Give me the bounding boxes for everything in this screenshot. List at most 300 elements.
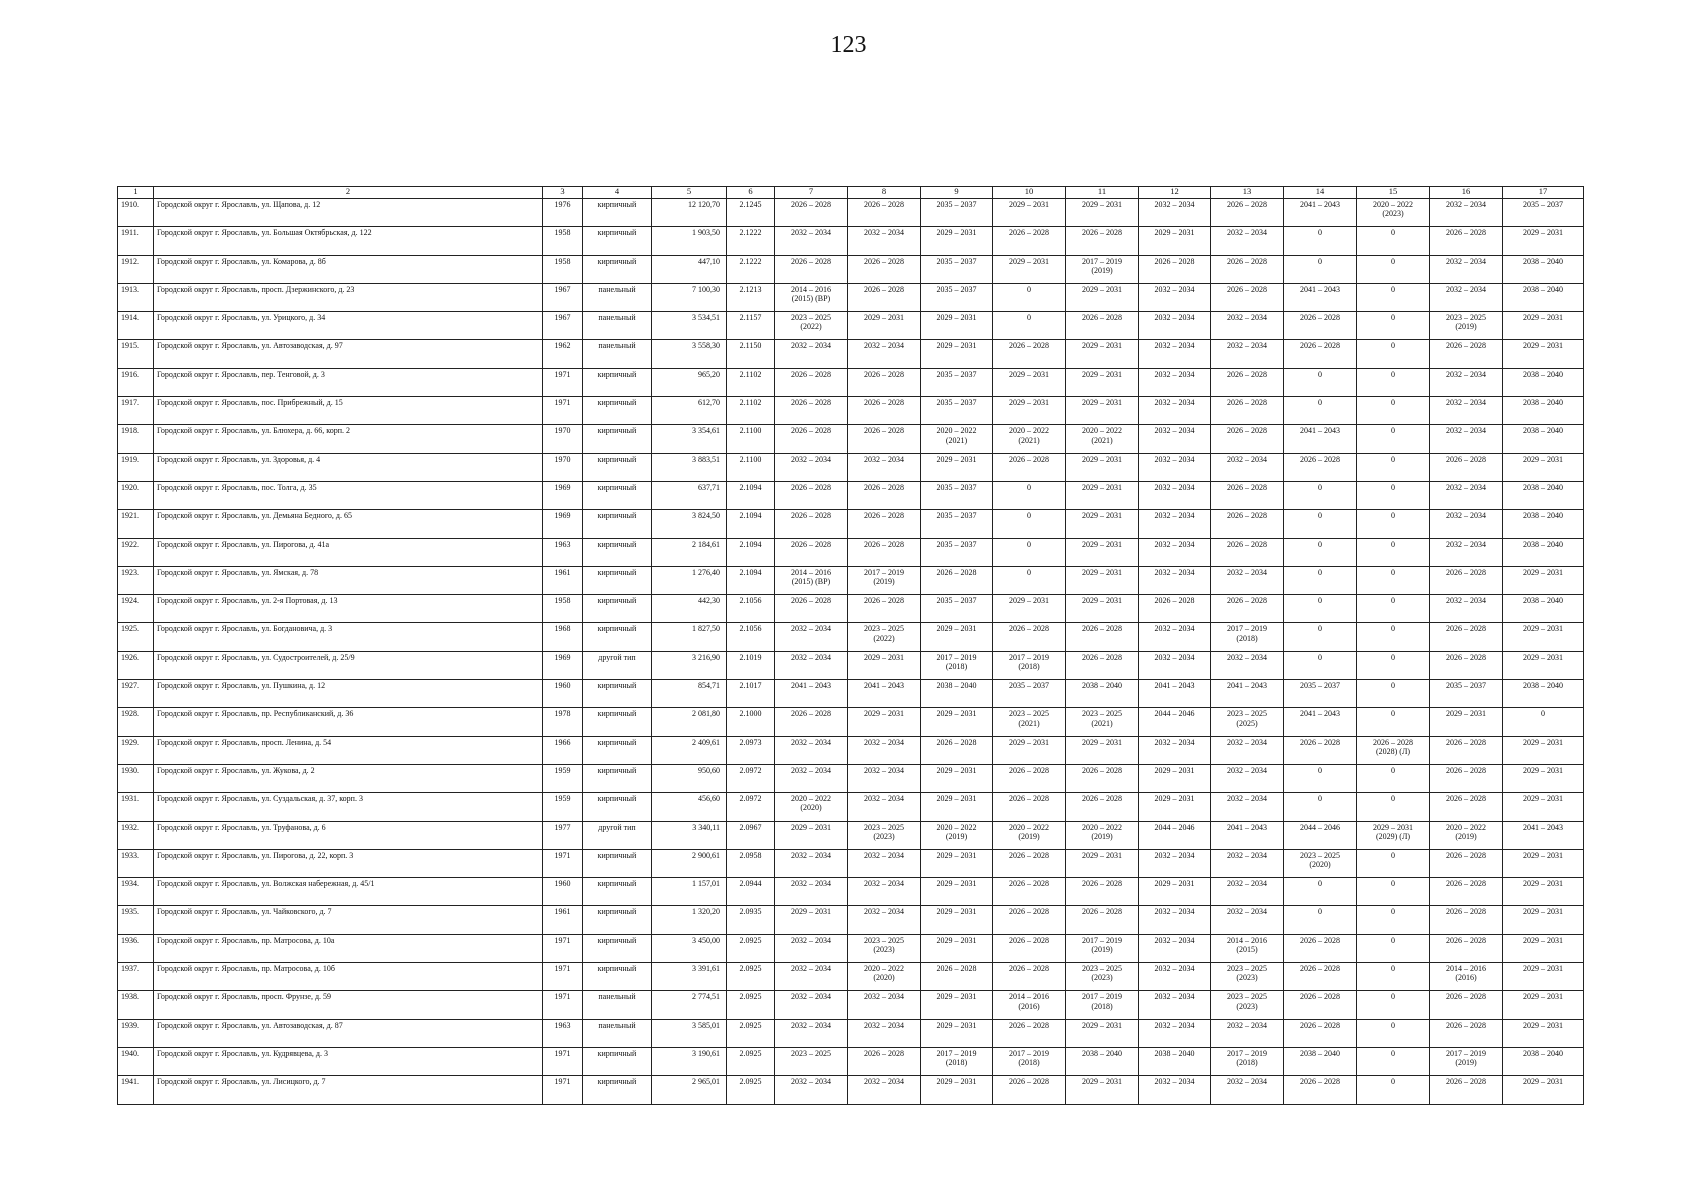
table-cell-col-6: 2.1094	[727, 538, 775, 566]
table-cell-col-3: 1962	[543, 340, 583, 368]
table-cell-col-6: 2.1094	[727, 481, 775, 509]
table-cell-col-6: 2.0967	[727, 821, 775, 849]
table-cell-col-7: 2032 – 2034	[775, 651, 848, 679]
table-cell-col-14: 2035 – 2037	[1284, 680, 1357, 708]
table-cell-col-7: 2032 – 2034	[775, 849, 848, 877]
table-cell-col-5: 442,30	[652, 595, 727, 623]
table-row	[118, 255, 1584, 283]
table-cell-col-9: 2029 – 2031	[921, 1076, 993, 1104]
table-cell-col-17: 2029 – 2031	[1503, 736, 1584, 764]
table-cell-col-11: 2029 – 2031	[1066, 397, 1139, 425]
table-cell-col-4: кирпичный	[583, 453, 652, 481]
table-cell-col-7: 2026 – 2028	[775, 397, 848, 425]
table-cell-col-3: 1978	[543, 708, 583, 736]
table-cell-col-15: 0	[1357, 510, 1430, 538]
table-cell-col-15: 0	[1357, 991, 1430, 1019]
table-cell-col-17: 2038 – 2040	[1503, 680, 1584, 708]
table-cell-col-17: 2038 – 2040	[1503, 595, 1584, 623]
table-cell-col-16: 2029 – 2031	[1430, 708, 1503, 736]
table-cell-col-17: 2029 – 2031	[1503, 312, 1584, 340]
table-cell-col-7: 2032 – 2034	[775, 963, 848, 991]
table-cell-col-5: 1 157,01	[652, 878, 727, 906]
table-cell-col-14: 2026 – 2028	[1284, 312, 1357, 340]
table-cell-col-2: Городской округ г. Ярославль, пр. Матросова, д. 10а	[154, 934, 543, 962]
table-cell-col-3: 1963	[543, 538, 583, 566]
table-cell-col-2: Городской округ г. Ярославль, ул. Волжская набережная, д. 45/1	[154, 878, 543, 906]
table-cell-col-9: 2026 – 2028	[921, 736, 993, 764]
table-cell-col-11: 2029 – 2031	[1066, 199, 1139, 227]
table-cell-col-10: 2017 – 2019 (2018)	[993, 651, 1066, 679]
table-cell-col-2: Городской округ г. Ярославль, ул. 2-я Портовая, д. 13	[154, 595, 543, 623]
table-cell-col-3: 1961	[543, 566, 583, 594]
table-cell-col-14: 0	[1284, 906, 1357, 934]
table-cell-col-13: 2026 – 2028	[1211, 481, 1284, 509]
table-cell-col-1: 1932.	[118, 821, 154, 849]
table-cell-col-7: 2023 – 2025	[775, 1047, 848, 1075]
table-cell-col-14: 0	[1284, 793, 1357, 821]
table-cell-col-12: 2032 – 2034	[1139, 283, 1211, 311]
table-cell-col-6: 2.1222	[727, 227, 775, 255]
table-cell-col-1: 1913.	[118, 283, 154, 311]
table-cell-col-6: 2.0958	[727, 849, 775, 877]
table-cell-col-17: 2038 – 2040	[1503, 425, 1584, 453]
table-row	[118, 878, 1584, 906]
table-cell-col-11: 2023 – 2025 (2023)	[1066, 963, 1139, 991]
table-cell-col-17: 2038 – 2040	[1503, 1047, 1584, 1075]
table-row	[118, 623, 1584, 651]
table-cell-col-13: 2026 – 2028	[1211, 368, 1284, 396]
table-cell-col-5: 3 391,61	[652, 963, 727, 991]
table-cell-col-8: 2026 – 2028	[848, 595, 921, 623]
table-cell-col-17: 0	[1503, 708, 1584, 736]
table-cell-col-1: 1929.	[118, 736, 154, 764]
table-cell-col-1: 1911.	[118, 227, 154, 255]
table-cell-col-1: 1922.	[118, 538, 154, 566]
table-cell-col-5: 3 558,30	[652, 340, 727, 368]
table-cell-col-14: 0	[1284, 227, 1357, 255]
column-header-10: 10	[993, 187, 1066, 199]
table-body	[118, 199, 1584, 1105]
housing-repair-schedule-table	[117, 186, 1584, 1105]
table-cell-col-13: 2032 – 2034	[1211, 651, 1284, 679]
table-cell-col-7: 2020 – 2022 (2020)	[775, 793, 848, 821]
table-cell-col-13: 2014 – 2016 (2015)	[1211, 934, 1284, 962]
table-cell-col-6: 2.1245	[727, 199, 775, 227]
table-cell-col-7: 2026 – 2028	[775, 510, 848, 538]
table-cell-col-15: 0	[1357, 849, 1430, 877]
table-cell-col-1: 1923.	[118, 566, 154, 594]
table-cell-col-15: 0	[1357, 708, 1430, 736]
table-cell-col-10: 2026 – 2028	[993, 227, 1066, 255]
table-cell-col-12: 2032 – 2034	[1139, 566, 1211, 594]
table-cell-col-16: 2032 – 2034	[1430, 368, 1503, 396]
table-cell-col-4: кирпичный	[583, 538, 652, 566]
table-cell-col-10: 2020 – 2022 (2019)	[993, 821, 1066, 849]
table-row	[118, 708, 1584, 736]
table-cell-col-1: 1927.	[118, 680, 154, 708]
table-cell-col-7: 2032 – 2034	[775, 878, 848, 906]
table-cell-col-2: Городской округ г. Ярославль, ул. Суздальская, д. 37, корп. 3	[154, 793, 543, 821]
table-cell-col-15: 0	[1357, 283, 1430, 311]
table-cell-col-3: 1971	[543, 934, 583, 962]
table-cell-col-14: 0	[1284, 878, 1357, 906]
table-cell-col-12: 2032 – 2034	[1139, 849, 1211, 877]
table-cell-col-9: 2035 – 2037	[921, 510, 993, 538]
table-cell-col-17: 2041 – 2043	[1503, 821, 1584, 849]
table-cell-col-2: Городской округ г. Ярославль, ул. Щапова, д. 12	[154, 199, 543, 227]
table-cell-col-1: 1941.	[118, 1076, 154, 1104]
table-cell-col-17: 2029 – 2031	[1503, 991, 1584, 1019]
table-cell-col-1: 1914.	[118, 312, 154, 340]
table-cell-col-12: 2032 – 2034	[1139, 199, 1211, 227]
table-cell-col-13: 2032 – 2034	[1211, 340, 1284, 368]
table-cell-col-12: 2032 – 2034	[1139, 934, 1211, 962]
table-row	[118, 312, 1584, 340]
table-cell-col-14: 0	[1284, 397, 1357, 425]
table-cell-col-6: 2.0925	[727, 1047, 775, 1075]
table-cell-col-13: 2023 – 2025 (2023)	[1211, 991, 1284, 1019]
table-cell-col-16: 2026 – 2028	[1430, 623, 1503, 651]
table-cell-col-15: 0	[1357, 255, 1430, 283]
table-cell-col-16: 2032 – 2034	[1430, 199, 1503, 227]
table-cell-col-2: Городской округ г. Ярославль, ул. Пирогова, д. 22, корп. 3	[154, 849, 543, 877]
table-cell-col-13: 2032 – 2034	[1211, 1076, 1284, 1104]
table-cell-col-5: 2 774,51	[652, 991, 727, 1019]
column-header-11: 11	[1066, 187, 1139, 199]
table-cell-col-13: 2017 – 2019 (2018)	[1211, 623, 1284, 651]
table-cell-col-2: Городской округ г. Ярославль, ул. Демьяна Бедного, д. 65	[154, 510, 543, 538]
table-row	[118, 453, 1584, 481]
table-cell-col-10: 2026 – 2028	[993, 623, 1066, 651]
table-cell-col-12: 2041 – 2043	[1139, 680, 1211, 708]
table-cell-col-6: 2.1094	[727, 566, 775, 594]
table-cell-col-6: 2.1000	[727, 708, 775, 736]
table-cell-col-2: Городской округ г. Ярославль, пос. Толга, д. 35	[154, 481, 543, 509]
table-cell-col-4: кирпичный	[583, 934, 652, 962]
table-cell-col-16: 2026 – 2028	[1430, 227, 1503, 255]
table-cell-col-1: 1935.	[118, 906, 154, 934]
table-cell-col-10: 0	[993, 481, 1066, 509]
table-cell-col-17: 2029 – 2031	[1503, 906, 1584, 934]
table-cell-col-2: Городской округ г. Ярославль, ул. Богдановича, д. 3	[154, 623, 543, 651]
table-cell-col-8: 2026 – 2028	[848, 425, 921, 453]
column-header-4: 4	[583, 187, 652, 199]
table-cell-col-4: другой тип	[583, 821, 652, 849]
table-cell-col-6: 2.1150	[727, 340, 775, 368]
table-cell-col-4: кирпичный	[583, 963, 652, 991]
table-cell-col-17: 2029 – 2031	[1503, 849, 1584, 877]
table-row	[118, 1019, 1584, 1047]
table-cell-col-15: 0	[1357, 481, 1430, 509]
table-cell-col-7: 2026 – 2028	[775, 255, 848, 283]
table-cell-col-15: 2020 – 2022 (2023)	[1357, 199, 1430, 227]
table-cell-col-8: 2029 – 2031	[848, 312, 921, 340]
table-cell-col-6: 2.1100	[727, 425, 775, 453]
table-cell-col-17: 2029 – 2031	[1503, 1019, 1584, 1047]
document-table-container	[117, 186, 1583, 1105]
table-cell-col-8: 2026 – 2028	[848, 481, 921, 509]
table-cell-col-6: 2.1094	[727, 510, 775, 538]
table-cell-col-3: 1970	[543, 453, 583, 481]
table-cell-col-15: 2026 – 2028 (2028) (Л)	[1357, 736, 1430, 764]
table-cell-col-16: 2032 – 2034	[1430, 595, 1503, 623]
table-cell-col-11: 2029 – 2031	[1066, 566, 1139, 594]
table-cell-col-8: 2023 – 2025 (2023)	[848, 821, 921, 849]
table-cell-col-9: 2035 – 2037	[921, 255, 993, 283]
table-cell-col-12: 2032 – 2034	[1139, 1019, 1211, 1047]
table-cell-col-8: 2026 – 2028	[848, 1047, 921, 1075]
table-cell-col-1: 1934.	[118, 878, 154, 906]
table-cell-col-16: 2026 – 2028	[1430, 991, 1503, 1019]
column-header-2: 2	[154, 187, 543, 199]
table-cell-col-16: 2032 – 2034	[1430, 397, 1503, 425]
table-cell-col-3: 1969	[543, 481, 583, 509]
table-cell-col-4: кирпичный	[583, 1076, 652, 1104]
table-cell-col-17: 2029 – 2031	[1503, 934, 1584, 962]
table-cell-col-15: 0	[1357, 595, 1430, 623]
table-cell-col-17: 2038 – 2040	[1503, 510, 1584, 538]
table-cell-col-9: 2035 – 2037	[921, 481, 993, 509]
table-cell-col-15: 2029 – 2031 (2029) (Л)	[1357, 821, 1430, 849]
table-cell-col-4: кирпичный	[583, 199, 652, 227]
table-cell-col-9: 2035 – 2037	[921, 538, 993, 566]
table-cell-col-2: Городской округ г. Ярославль, ул. Автозаводская, д. 97	[154, 340, 543, 368]
table-cell-col-11: 2026 – 2028	[1066, 793, 1139, 821]
table-cell-col-9: 2035 – 2037	[921, 199, 993, 227]
table-cell-col-8: 2032 – 2034	[848, 906, 921, 934]
table-cell-col-15: 0	[1357, 878, 1430, 906]
table-cell-col-16: 2032 – 2034	[1430, 425, 1503, 453]
table-cell-col-2: Городской округ г. Ярославль, ул. Автозаводская, д. 87	[154, 1019, 543, 1047]
table-cell-col-16: 2032 – 2034	[1430, 538, 1503, 566]
table-cell-col-15: 0	[1357, 227, 1430, 255]
table-cell-col-16: 2026 – 2028	[1430, 736, 1503, 764]
table-cell-col-17: 2029 – 2031	[1503, 764, 1584, 792]
table-cell-col-15: 0	[1357, 566, 1430, 594]
table-cell-col-10: 2026 – 2028	[993, 1019, 1066, 1047]
column-header-8: 8	[848, 187, 921, 199]
table-cell-col-11: 2023 – 2025 (2021)	[1066, 708, 1139, 736]
table-cell-col-10: 2026 – 2028	[993, 906, 1066, 934]
table-cell-col-9: 2017 – 2019 (2018)	[921, 1047, 993, 1075]
column-header-12: 12	[1139, 187, 1211, 199]
table-cell-col-1: 1933.	[118, 849, 154, 877]
table-cell-col-9: 2029 – 2031	[921, 312, 993, 340]
table-cell-col-15: 0	[1357, 680, 1430, 708]
column-header-9: 9	[921, 187, 993, 199]
table-cell-col-11: 2026 – 2028	[1066, 623, 1139, 651]
table-cell-col-5: 2 900,61	[652, 849, 727, 877]
table-cell-col-5: 965,20	[652, 368, 727, 396]
table-cell-col-13: 2032 – 2034	[1211, 878, 1284, 906]
table-cell-col-4: кирпичный	[583, 878, 652, 906]
table-cell-col-7: 2041 – 2043	[775, 680, 848, 708]
table-cell-col-14: 2041 – 2043	[1284, 283, 1357, 311]
table-cell-col-16: 2026 – 2028	[1430, 849, 1503, 877]
table-cell-col-16: 2023 – 2025 (2019)	[1430, 312, 1503, 340]
table-cell-col-10: 2017 – 2019 (2018)	[993, 1047, 1066, 1075]
table-cell-col-5: 2 965,01	[652, 1076, 727, 1104]
table-cell-col-10: 2029 – 2031	[993, 199, 1066, 227]
table-cell-col-10: 2014 – 2016 (2016)	[993, 991, 1066, 1019]
table-cell-col-2: Городской округ г. Ярославль, пр. Матросова, д. 10б	[154, 963, 543, 991]
table-cell-col-7: 2032 – 2034	[775, 991, 848, 1019]
table-cell-col-6: 2.0944	[727, 878, 775, 906]
table-cell-col-1: 1925.	[118, 623, 154, 651]
table-cell-col-6: 2.0925	[727, 963, 775, 991]
table-cell-col-13: 2026 – 2028	[1211, 595, 1284, 623]
table-cell-col-5: 3 824,50	[652, 510, 727, 538]
table-cell-col-12: 2032 – 2034	[1139, 397, 1211, 425]
table-cell-col-4: панельный	[583, 340, 652, 368]
table-cell-col-15: 0	[1357, 793, 1430, 821]
table-cell-col-5: 7 100,30	[652, 283, 727, 311]
table-cell-col-10: 2026 – 2028	[993, 453, 1066, 481]
table-cell-col-17: 2029 – 2031	[1503, 227, 1584, 255]
table-cell-col-10: 2029 – 2031	[993, 595, 1066, 623]
table-cell-col-11: 2026 – 2028	[1066, 651, 1139, 679]
table-row	[118, 906, 1584, 934]
column-header-6: 6	[727, 187, 775, 199]
table-cell-col-10: 2026 – 2028	[993, 793, 1066, 821]
table-cell-col-3: 1963	[543, 1019, 583, 1047]
table-cell-col-8: 2026 – 2028	[848, 199, 921, 227]
table-cell-col-5: 2 184,61	[652, 538, 727, 566]
table-cell-col-5: 447,10	[652, 255, 727, 283]
table-cell-col-3: 1976	[543, 199, 583, 227]
table-cell-col-12: 2032 – 2034	[1139, 963, 1211, 991]
table-cell-col-2: Городской округ г. Ярославль, ул. Судостроителей, д. 25/9	[154, 651, 543, 679]
table-cell-col-2: Городской округ г. Ярославль, ул. Здоровья, д. 4	[154, 453, 543, 481]
table-cell-col-16: 2026 – 2028	[1430, 651, 1503, 679]
table-cell-col-9: 2035 – 2037	[921, 368, 993, 396]
table-cell-col-17: 2029 – 2031	[1503, 878, 1584, 906]
table-cell-col-15: 0	[1357, 312, 1430, 340]
table-cell-col-9: 2035 – 2037	[921, 397, 993, 425]
table-cell-col-6: 2.1056	[727, 623, 775, 651]
table-cell-col-13: 2032 – 2034	[1211, 227, 1284, 255]
table-cell-col-1: 1936.	[118, 934, 154, 962]
table-cell-col-9: 2029 – 2031	[921, 793, 993, 821]
table-cell-col-8: 2026 – 2028	[848, 368, 921, 396]
table-cell-col-8: 2032 – 2034	[848, 340, 921, 368]
table-cell-col-1: 1919.	[118, 453, 154, 481]
table-cell-col-8: 2032 – 2034	[848, 736, 921, 764]
table-cell-col-6: 2.0925	[727, 934, 775, 962]
table-cell-col-13: 2032 – 2034	[1211, 906, 1284, 934]
table-cell-col-15: 0	[1357, 651, 1430, 679]
table-cell-col-16: 2017 – 2019 (2019)	[1430, 1047, 1503, 1075]
table-cell-col-7: 2029 – 2031	[775, 821, 848, 849]
table-cell-col-15: 0	[1357, 1076, 1430, 1104]
table-cell-col-8: 2026 – 2028	[848, 397, 921, 425]
table-row	[118, 566, 1584, 594]
table-cell-col-9: 2020 – 2022 (2019)	[921, 821, 993, 849]
table-cell-col-12: 2044 – 2046	[1139, 821, 1211, 849]
table-cell-col-15: 0	[1357, 1047, 1430, 1075]
table-cell-col-4: другой тип	[583, 651, 652, 679]
table-cell-col-10: 2026 – 2028	[993, 849, 1066, 877]
table-cell-col-12: 2044 – 2046	[1139, 708, 1211, 736]
table-cell-col-2: Городской округ г. Ярославль, ул. Лисицкого, д. 7	[154, 1076, 543, 1104]
table-cell-col-3: 1969	[543, 651, 583, 679]
table-row	[118, 1047, 1584, 1075]
table-cell-col-7: 2032 – 2034	[775, 1019, 848, 1047]
table-cell-col-10: 2029 – 2031	[993, 736, 1066, 764]
table-cell-col-1: 1912.	[118, 255, 154, 283]
table-cell-col-4: кирпичный	[583, 510, 652, 538]
table-cell-col-13: 2032 – 2034	[1211, 453, 1284, 481]
table-cell-col-3: 1971	[543, 368, 583, 396]
table-cell-col-16: 2032 – 2034	[1430, 510, 1503, 538]
table-cell-col-17: 2029 – 2031	[1503, 651, 1584, 679]
column-header-5: 5	[652, 187, 727, 199]
table-cell-col-15: 0	[1357, 340, 1430, 368]
table-cell-col-17: 2038 – 2040	[1503, 481, 1584, 509]
table-cell-col-9: 2029 – 2031	[921, 991, 993, 1019]
table-cell-col-13: 2032 – 2034	[1211, 1019, 1284, 1047]
table-cell-col-6: 2.0972	[727, 793, 775, 821]
column-header-14: 14	[1284, 187, 1357, 199]
table-cell-col-15: 0	[1357, 764, 1430, 792]
table-cell-col-17: 2038 – 2040	[1503, 368, 1584, 396]
table-cell-col-11: 2026 – 2028	[1066, 764, 1139, 792]
table-cell-col-7: 2023 – 2025 (2022)	[775, 312, 848, 340]
table-cell-col-12: 2032 – 2034	[1139, 1076, 1211, 1104]
table-cell-col-1: 1920.	[118, 481, 154, 509]
table-cell-col-4: кирпичный	[583, 566, 652, 594]
table-cell-col-9: 2038 – 2040	[921, 680, 993, 708]
table-cell-col-7: 2029 – 2031	[775, 906, 848, 934]
table-cell-col-7: 2026 – 2028	[775, 595, 848, 623]
table-cell-col-3: 1958	[543, 227, 583, 255]
table-cell-col-14: 2026 – 2028	[1284, 736, 1357, 764]
table-cell-col-6: 2.1213	[727, 283, 775, 311]
table-cell-col-11: 2017 – 2019 (2019)	[1066, 255, 1139, 283]
table-cell-col-11: 2038 – 2040	[1066, 1047, 1139, 1075]
table-cell-col-2: Городской округ г. Ярославль, ул. Кудрявцева, д. 3	[154, 1047, 543, 1075]
table-cell-col-2: Городской округ г. Ярославль, ул. Ямская, д. 78	[154, 566, 543, 594]
table-cell-col-14: 0	[1284, 623, 1357, 651]
table-cell-col-9: 2029 – 2031	[921, 708, 993, 736]
table-cell-col-12: 2032 – 2034	[1139, 510, 1211, 538]
table-cell-col-2: Городской округ г. Ярославль, пос. Прибрежный, д. 15	[154, 397, 543, 425]
table-cell-col-3: 1971	[543, 849, 583, 877]
table-cell-col-14: 2041 – 2043	[1284, 425, 1357, 453]
table-cell-col-1: 1939.	[118, 1019, 154, 1047]
table-cell-col-14: 2041 – 2043	[1284, 199, 1357, 227]
table-cell-col-3: 1971	[543, 1076, 583, 1104]
table-cell-col-9: 2029 – 2031	[921, 878, 993, 906]
table-cell-col-10: 2026 – 2028	[993, 340, 1066, 368]
table-cell-col-10: 2026 – 2028	[993, 764, 1066, 792]
table-cell-col-6: 2.1100	[727, 453, 775, 481]
table-cell-col-7: 2032 – 2034	[775, 623, 848, 651]
table-cell-col-7: 2026 – 2028	[775, 708, 848, 736]
table-cell-col-1: 1918.	[118, 425, 154, 453]
table-cell-col-15: 0	[1357, 623, 1430, 651]
table-row	[118, 821, 1584, 849]
table-row	[118, 397, 1584, 425]
table-cell-col-13: 2026 – 2028	[1211, 538, 1284, 566]
table-cell-col-9: 2029 – 2031	[921, 849, 993, 877]
table-row	[118, 425, 1584, 453]
table-cell-col-14: 0	[1284, 566, 1357, 594]
table-cell-col-14: 0	[1284, 651, 1357, 679]
table-cell-col-12: 2029 – 2031	[1139, 764, 1211, 792]
table-cell-col-4: кирпичный	[583, 397, 652, 425]
table-cell-col-6: 2.1157	[727, 312, 775, 340]
